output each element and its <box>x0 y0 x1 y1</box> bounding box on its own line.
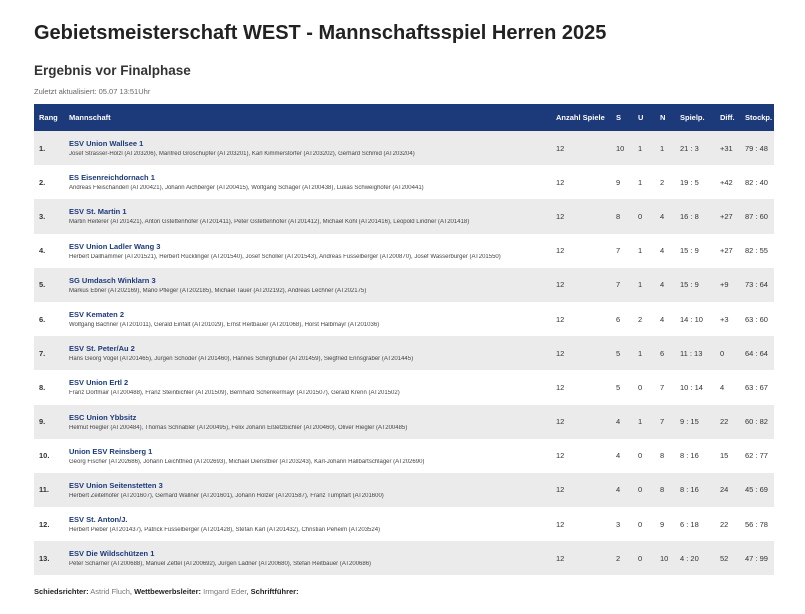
table-row <box>34 234 774 268</box>
page-subtitle: Ergebnis vor Finalphase <box>34 63 191 78</box>
losses-cell: 8 <box>660 485 665 495</box>
rank-cell: 11. <box>39 485 50 495</box>
team-name: SG Umdasch Winklarn 3 <box>69 275 156 285</box>
stock-points-cell: 56 : 78 <box>745 519 768 529</box>
losses-cell: 4 <box>660 280 665 290</box>
rank-cell: 12. <box>39 519 50 529</box>
team-players: Helmut Riegler (AT200484), Thomas Schnabler (AT200495), Felix Johann Eßletzbichler (AT200460), Oliver Riegler (AT200485) <box>69 424 408 431</box>
referee-name: Astrid Fluch <box>90 587 130 596</box>
table-row <box>34 541 774 575</box>
team-players: Markus Ebner (AT202169), Mario Pfleger (AT202185), Michael Tauer (AT202192), Andreas Lechner (AT202175) <box>69 287 367 294</box>
games-cell: 12 <box>556 143 565 153</box>
team-players: Herbert Zeitelhofer (AT201607), Gerhard Wallner (AT201601), Johann Holzer (AT201587), Franz Tumpfart (AT201600) <box>69 492 384 499</box>
team-name: ESV Union Ladler Wang 3 <box>69 241 161 251</box>
table-row <box>34 131 774 165</box>
officials-footer: Schiedsrichter: Astrid Fluch, Wettbewerbsleiter: Irmgard Eder, Schriftführer: <box>34 587 299 596</box>
team-cell <box>64 234 551 268</box>
stock-points-cell: 45 : 69 <box>745 485 768 495</box>
wins-cell: 7 <box>616 246 621 256</box>
draws-cell: 0 <box>638 485 643 495</box>
stock-points-cell: 87 : 60 <box>745 211 768 221</box>
rank-cell: 7. <box>39 348 46 358</box>
team-players: Franz Dorfmair (AT200488), Franz Steinbichler (AT201509), Bernhard Schenkermayr (AT201507), Gerald Krenn (AT201502) <box>69 390 400 397</box>
games-cell: 12 <box>556 553 565 563</box>
col-n: N <box>660 113 666 122</box>
rank-cell: 5. <box>39 280 46 290</box>
col-diff: Diff. <box>720 113 735 122</box>
games-cell: 12 <box>556 280 565 290</box>
secretary-label: Schriftführer: <box>250 587 299 596</box>
team-players: Andreas Fleischanderl (AT200421), Johann Aichberger (AT200415), Wolfgang Schager (AT200438), Lukas Schweighofer (AT200441) <box>69 185 424 192</box>
wins-cell: 4 <box>616 485 621 495</box>
draws-cell: 0 <box>638 211 643 221</box>
rank-cell: 8. <box>39 382 46 392</box>
losses-cell: 7 <box>660 382 665 392</box>
game-points-cell: 16 : 8 <box>680 211 699 221</box>
page-title: Gebietsmeisterschaft WEST - Mannschaftsspiel Herren 2025 <box>34 22 607 44</box>
table-row <box>34 370 774 404</box>
losses-cell: 7 <box>660 417 665 427</box>
team-cell <box>64 473 551 507</box>
stock-points-cell: 82 : 40 <box>745 177 768 187</box>
team-name: ESV St. Anton/J. <box>69 515 128 525</box>
games-cell: 12 <box>556 348 565 358</box>
team-name: ES Eisenreichdornach 1 <box>69 173 155 183</box>
diff-cell: +42 <box>720 177 733 187</box>
games-cell: 12 <box>556 382 565 392</box>
stock-points-cell: 79 : 48 <box>745 143 768 153</box>
team-cell <box>64 370 551 404</box>
diff-cell: +3 <box>720 314 729 324</box>
game-points-cell: 8 : 16 <box>680 485 699 495</box>
col-rang: Rang <box>39 113 58 122</box>
losses-cell: 2 <box>660 177 665 187</box>
game-points-cell: 21 : 3 <box>680 143 699 153</box>
draws-cell: 1 <box>638 280 643 290</box>
game-points-cell: 6 : 18 <box>680 519 699 529</box>
team-cell <box>64 507 551 541</box>
referee-label: Schiedsrichter: <box>34 587 89 596</box>
col-spielpunkte: Spielp. <box>680 113 705 122</box>
games-cell: 12 <box>556 417 565 427</box>
game-points-cell: 15 : 9 <box>680 280 699 290</box>
wins-cell: 4 <box>616 417 621 427</box>
rank-cell: 9. <box>39 417 46 427</box>
team-cell <box>64 405 551 439</box>
stock-points-cell: 47 : 99 <box>745 553 768 563</box>
col-stockpunkte: Stockp. <box>745 113 773 122</box>
team-name: Union ESV Reinsberg 1 <box>69 446 153 456</box>
losses-cell: 8 <box>660 451 665 461</box>
standings-table <box>34 104 774 575</box>
losses-cell: 4 <box>660 246 665 256</box>
draws-cell: 2 <box>638 314 643 324</box>
team-players: Georg Fischer (AT202686), Johann Leichtfried (AT202693), Michael Dienstbier (AT203243), Karl-Johann Hallbartschlager (AT202690) <box>69 458 425 465</box>
losses-cell: 4 <box>660 314 665 324</box>
diff-cell: 4 <box>720 382 725 392</box>
table-row <box>34 439 774 473</box>
game-points-cell: 4 : 20 <box>680 553 699 563</box>
team-cell <box>64 165 551 199</box>
draws-cell: 1 <box>638 143 643 153</box>
team-name: ESV Union Wallsee 1 <box>69 139 144 149</box>
team-name: ESV Union Ertl 2 <box>69 378 129 388</box>
losses-cell: 10 <box>660 553 669 563</box>
losses-cell: 6 <box>660 348 665 358</box>
losses-cell: 1 <box>660 143 665 153</box>
stock-points-cell: 82 : 55 <box>745 246 768 256</box>
rank-cell: 6. <box>39 314 46 324</box>
stock-points-cell: 62 : 77 <box>745 451 768 461</box>
draws-cell: 1 <box>638 177 643 187</box>
losses-cell: 4 <box>660 211 665 221</box>
rank-cell: 2. <box>39 177 46 187</box>
diff-cell: +31 <box>720 143 733 153</box>
games-cell: 12 <box>556 246 565 256</box>
team-players: Wolfgang Bachner (AT201011), Gerald Einfalt (AT201029), Ernst Reitbauer (AT201068), Horst Halbmayr (AT201036) <box>69 322 380 329</box>
team-cell <box>64 302 551 336</box>
rank-cell: 13. <box>39 553 50 563</box>
competition-director-name: Irmgard Eder <box>203 587 247 596</box>
diff-cell: +27 <box>720 246 733 256</box>
rank-cell: 1. <box>39 143 46 153</box>
team-name: ESV Union Seitenstetten 3 <box>69 480 163 490</box>
table-row <box>34 302 774 336</box>
table-row <box>34 199 774 233</box>
team-name: ESV St. Martin 1 <box>69 207 127 217</box>
draws-cell: 0 <box>638 553 643 563</box>
draws-cell: 0 <box>638 382 643 392</box>
wins-cell: 3 <box>616 519 621 529</box>
diff-cell: 52 <box>720 553 729 563</box>
table-row <box>34 268 774 302</box>
game-points-cell: 11 : 13 <box>680 348 703 358</box>
rank-cell: 3. <box>39 211 46 221</box>
wins-cell: 10 <box>616 143 625 153</box>
team-cell <box>64 336 551 370</box>
wins-cell: 4 <box>616 451 621 461</box>
stock-points-cell: 63 : 67 <box>745 382 768 392</box>
col-mannschaft: Mannschaft <box>69 113 111 122</box>
table-row <box>34 473 774 507</box>
table-row <box>34 507 774 541</box>
wins-cell: 5 <box>616 382 621 392</box>
table-header <box>34 104 774 131</box>
team-cell <box>64 199 551 233</box>
team-name: ESV Die Wildschützen 1 <box>69 549 155 559</box>
diff-cell: 22 <box>720 417 729 427</box>
wins-cell: 8 <box>616 211 621 221</box>
team-cell <box>64 268 551 302</box>
diff-cell: 22 <box>720 519 729 529</box>
draws-cell: 1 <box>638 348 643 358</box>
game-points-cell: 10 : 14 <box>680 382 703 392</box>
rank-cell: 4. <box>39 246 46 256</box>
col-s: S <box>616 113 622 122</box>
team-players: Herbert Dallhammer (AT201521), Herbert Rücklinger (AT201540), Josef Scholler (AT201543), Andreas Füsselberger (AT200870), Josef Wasserburger (AT201550) <box>69 253 501 260</box>
diff-cell: +27 <box>720 211 733 221</box>
game-points-cell: 9 : 15 <box>680 417 699 427</box>
wins-cell: 6 <box>616 314 621 324</box>
game-points-cell: 8 : 16 <box>680 451 699 461</box>
table-row <box>34 405 774 439</box>
draws-cell: 0 <box>638 519 643 529</box>
team-name: ESV Kematen 2 <box>69 310 125 320</box>
col-anzahl-spiele: Anzahl Spiele <box>556 113 605 122</box>
diff-cell: +9 <box>720 280 729 290</box>
draws-cell: 0 <box>638 451 643 461</box>
draws-cell: 1 <box>638 246 643 256</box>
rank-cell: 10. <box>39 451 50 461</box>
last-updated: Zuletzt aktualisiert: 05.07 13:51Uhr <box>34 87 151 96</box>
team-players: Herbert Pieber (AT201437), Patrick Füsselberger (AT201428), Stefan Karl (AT201432), Christian Peheim (AT203524) <box>69 527 381 534</box>
wins-cell: 9 <box>616 177 621 187</box>
losses-cell: 9 <box>660 519 665 529</box>
games-cell: 12 <box>556 177 565 187</box>
team-players: Josef Strasser-Hölzl (AT203206), Manfred Groschupfer (AT203201), Karl Kimmerstorfer (AT203202), Gerhard Schmid (AT203204) <box>69 151 415 158</box>
diff-cell: 24 <box>720 485 729 495</box>
diff-cell: 0 <box>720 348 725 358</box>
game-points-cell: 14 : 10 <box>680 314 703 324</box>
team-players: Hans Georg Vogel (AT201465), Jürgen Schoder (AT201460), Hannes Schirghuber (AT201459), Siegfried Ennsgraber (AT201445) <box>69 356 414 363</box>
table-row <box>34 165 774 199</box>
games-cell: 12 <box>556 314 565 324</box>
games-cell: 12 <box>556 211 565 221</box>
games-cell: 12 <box>556 485 565 495</box>
diff-cell: 15 <box>720 451 729 461</box>
team-cell <box>64 541 551 575</box>
game-points-cell: 19 : 5 <box>680 177 699 187</box>
col-u: U <box>638 113 644 122</box>
team-players: Martin Reiterer (AT201421), Anton Gstettenhofer (AT201411), Peter Gstettenhofer (AT201412), Michael Kohl (AT201416), Leopold Lindner (AT201418) <box>69 219 470 226</box>
wins-cell: 5 <box>616 348 621 358</box>
team-cell <box>64 131 551 165</box>
stock-points-cell: 63 : 60 <box>745 314 768 324</box>
table-row <box>34 336 774 370</box>
stock-points-cell: 64 : 64 <box>745 348 768 358</box>
team-name: ESC Union Ybbsitz <box>69 412 137 422</box>
draws-cell: 1 <box>638 417 643 427</box>
wins-cell: 7 <box>616 280 621 290</box>
team-cell <box>64 439 551 473</box>
team-players: Peter Scharner (AT200688), Manuel Zettel (AT200692), Jürgen Ladner (AT200680), Stefan Reitbauer (AT200686) <box>69 561 372 568</box>
team-name: ESV St. Peter/Au 2 <box>69 344 135 354</box>
wins-cell: 2 <box>616 553 621 563</box>
games-cell: 12 <box>556 451 565 461</box>
competition-director-label: Wettbewerbsleiter: <box>134 587 202 596</box>
stock-points-cell: 60 : 82 <box>745 417 768 427</box>
game-points-cell: 15 : 9 <box>680 246 699 256</box>
games-cell: 12 <box>556 519 565 529</box>
stock-points-cell: 73 : 64 <box>745 280 768 290</box>
